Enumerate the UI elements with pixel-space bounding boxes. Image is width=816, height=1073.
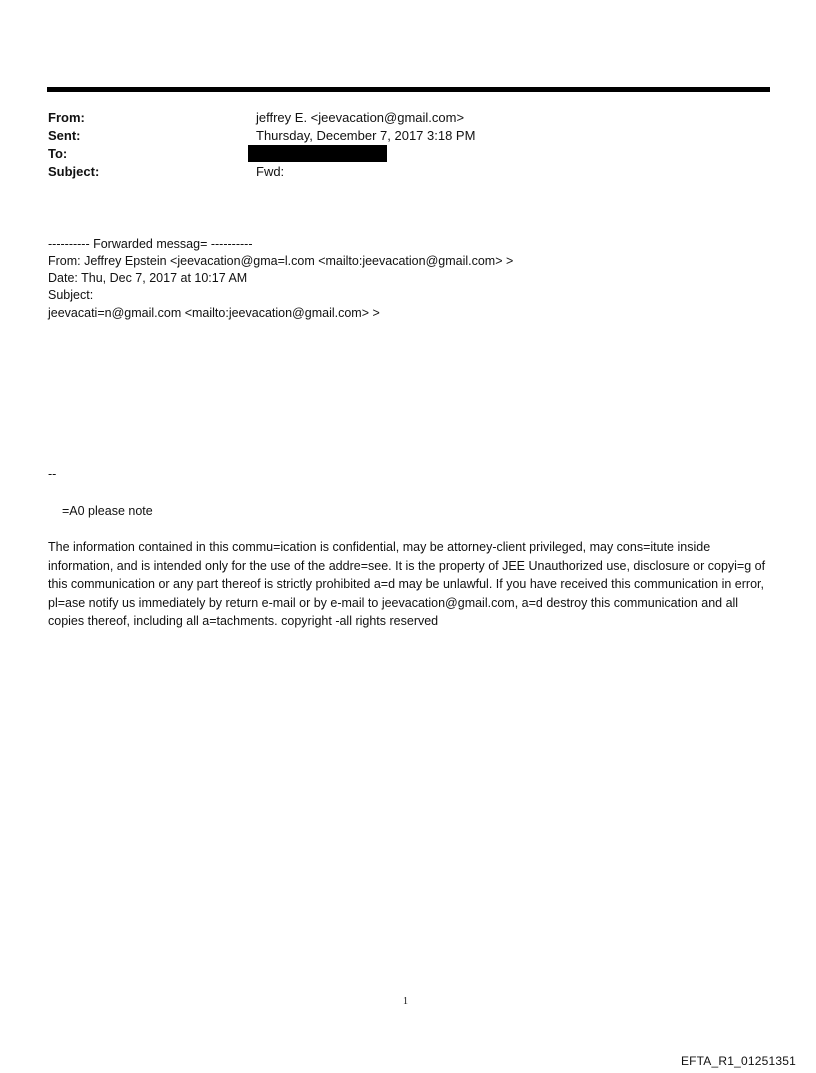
subject-value: Fwd:: [256, 164, 285, 179]
from-label: From:: [48, 110, 85, 125]
from-value: jeffrey E. <jeevacation@gmail.com>: [256, 110, 465, 125]
sent-label: Sent:: [48, 128, 81, 143]
sent-value: Thursday, December 7, 2017 3:18 PM: [256, 128, 476, 143]
forwarded-subject: Subject:: [48, 288, 94, 302]
page-number: 1: [403, 996, 408, 1007]
forwarded-to: jeevacati=n@gmail.com <mailto:jeevacation@gmail.com> >: [48, 306, 380, 320]
header-rule: [47, 87, 770, 92]
signature-note: =A0 please note: [62, 504, 153, 518]
forwarded-date: Date: Thu, Dec 7, 2017 at 10:17 AM: [48, 271, 248, 285]
confidentiality-disclaimer: The information contained in this commu=ication is confidential, may be attorney-client privileged, may cons=itute inside information, and is intended only for the use of the addre=see. It is the property of JEE Unauthorized use, disclosure or copyi=g of this communication or any part thereof is strictly prohibited a=d may be unlawful. If you have received this communication in error, pl=ase notify us immediately by return e-mail or by e-mail to jeevacation@gmail.com, a=d destroy this communication and all copies thereof, including all a=tachments. copyright -all rights reserved: [48, 540, 766, 628]
redaction-box: [248, 145, 387, 162]
signature-separator: --: [48, 467, 57, 481]
to-label: To:: [48, 146, 68, 161]
subject-label: Subject:: [48, 164, 100, 179]
forwarded-divider: ---------- Forwarded messag= ----------: [48, 237, 253, 251]
bates-number: EFTA_R1_01251351: [680, 1054, 796, 1068]
forwarded-from: From: Jeffrey Epstein <jeevacation@gma=l.com <mailto:jeevacation@gmail.com> >: [48, 254, 514, 268]
